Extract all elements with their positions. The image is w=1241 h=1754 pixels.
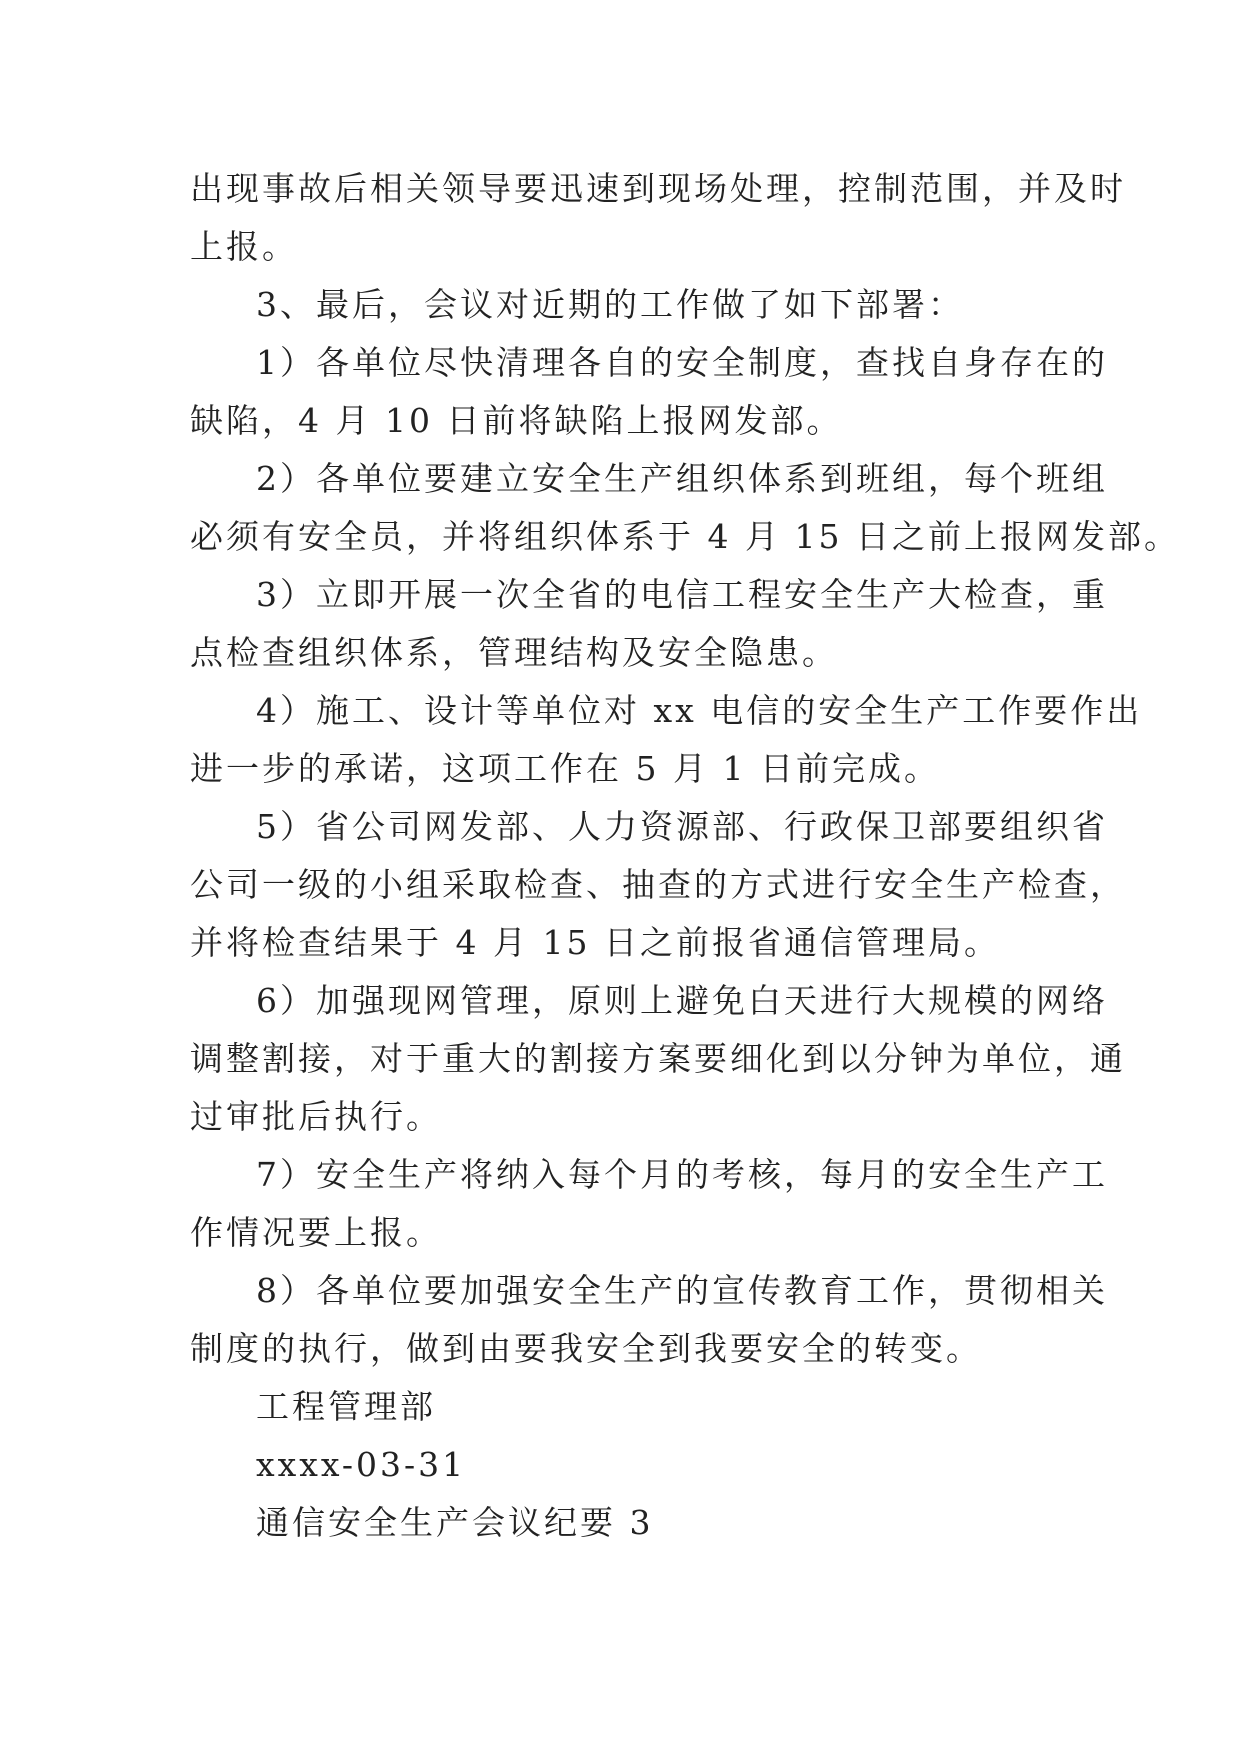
paragraph-line: 4）施工、设计等单位对 xx 电信的安全生产工作要作出 (256, 691, 1143, 730)
paragraph-line: 过审批后执行。 (190, 1097, 442, 1136)
document-body (190, 160, 1180, 1552)
paragraph (190, 566, 1108, 682)
paragraph-line: 点检查组织体系，管理结构及安全隐患。 (190, 633, 838, 672)
paragraph (190, 972, 1126, 1146)
paragraph-line: 公司一级的小组采取检查、抽查的方式进行安全生产检查， (190, 865, 1126, 904)
paragraph-line: 必须有安全员，并将组织体系于 4 月 15 日之前上报网发部。 (190, 517, 1180, 556)
paragraph (190, 450, 1180, 566)
paragraph-line: 1）各单位尽快清理各自的安全制度，查找自身存在的 (256, 343, 1108, 382)
paragraph (190, 1436, 1060, 1494)
paragraph-line: 上报。 (190, 227, 298, 266)
paragraph-line: 进一步的承诺，这项工作在 5 月 1 日前完成。 (190, 749, 940, 788)
paragraph (190, 1494, 1060, 1552)
paragraph (190, 1262, 1108, 1378)
paragraph (190, 1146, 1108, 1262)
paragraph-line: 5）省公司网发部、人力资源部、行政保卫部要组织省 (256, 807, 1108, 846)
paragraph (190, 798, 1126, 972)
paragraph (190, 1378, 1060, 1436)
paragraph (190, 682, 1143, 798)
paragraph-line: 并将检查结果于 4 月 15 日之前报省通信管理局。 (190, 923, 1000, 962)
paragraph-line: 3）立即开展一次全省的电信工程安全生产大检查，重 (256, 575, 1108, 614)
paragraph-line: xxxx-03-31 (256, 1445, 467, 1484)
paragraph-line: 3、最后，会议对近期的工作做了如下部署： (256, 285, 964, 324)
paragraph-line: 7）安全生产将纳入每个月的考核，每月的安全生产工 (256, 1155, 1108, 1194)
paragraph (190, 334, 1108, 450)
paragraph (190, 160, 1126, 276)
paragraph-line: 6）加强现网管理，原则上避免白天进行大规模的网络 (256, 981, 1108, 1020)
paragraph-line: 8）各单位要加强安全生产的宣传教育工作，贯彻相关 (256, 1271, 1108, 1310)
paragraph-line: 作情况要上报。 (190, 1213, 442, 1252)
paragraph-line: 通信安全生产会议纪要 3 (256, 1503, 654, 1542)
paragraph-line: 2）各单位要建立安全生产组织体系到班组，每个班组 (256, 459, 1108, 498)
paragraph-line: 调整割接，对于重大的割接方案要细化到以分钟为单位，通 (190, 1039, 1126, 1078)
paragraph-line: 出现事故后相关领导要迅速到现场处理，控制范围，并及时 (190, 169, 1126, 208)
paragraph (190, 276, 1060, 334)
paragraph-line: 制度的执行，做到由要我安全到我要安全的转变。 (190, 1329, 982, 1368)
paragraph-line: 工程管理部 (256, 1387, 436, 1426)
paragraph-line: 缺陷，4 月 10 日前将缺陷上报网发部。 (190, 401, 843, 440)
